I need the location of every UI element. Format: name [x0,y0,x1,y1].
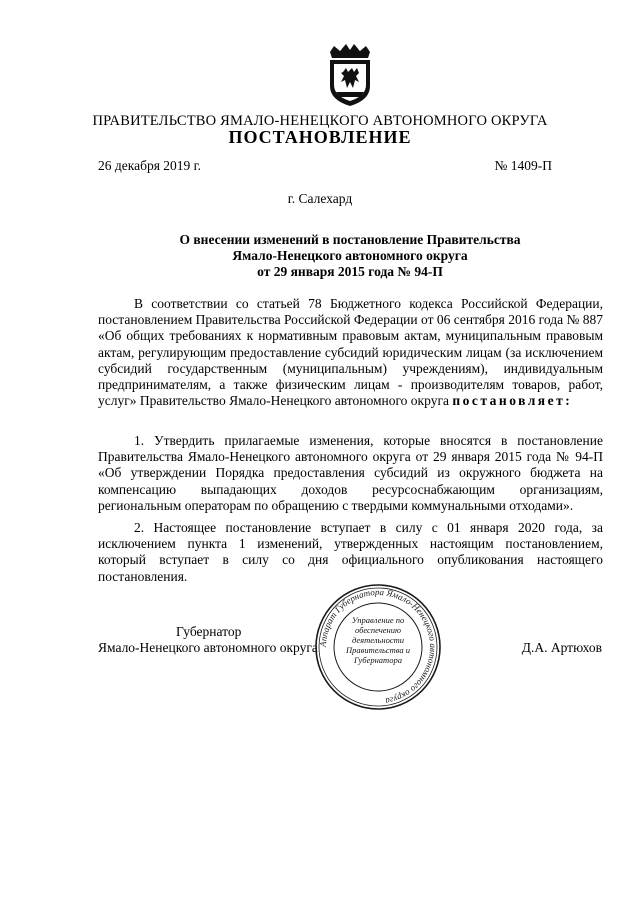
title-line-3: от 29 января 2015 года № 94-П [257,264,443,279]
signatory-title: Губернатор [176,624,242,639]
signatory-name: Д.А. Артюхов [521,640,602,655]
preamble-text: В соответствии со статьей 78 Бюджетного кодекса Российской Федерации, постановлением Правительства Российской Федерации от 06 сентября 2016 года № 887 «Об общих требованиях к нормативным правовым актам, муниципальным правовым актам, регулирующим предоставление субсидий юридическим лицам (за исключением субсидий государственным (муниципальным) учреждениям), индивидуальным предпринимателям, а также физическим лицам - производителям товаров, работ, услуг» Правительство Ямало-Ненецкого автономного округа [98,296,603,409]
seal-inner-text: Управление по обеспечению деятельности Правительства и Губернатора [345,615,411,665]
signatory-organization: Ямало-Ненецкого автономного округа [98,640,318,655]
document-title [120,232,580,280]
document-date: 26 декабря 2019 г. [98,158,202,173]
organization-name: ПРАВИТЕЛЬСТВО ЯМАЛО-НЕНЕЦКОГО АВТОНОМНОГО ОКРУГА [92,113,548,129]
document-city: г. Салехард [287,191,353,206]
document-type: ПОСТАНОВЛЕНИЕ [228,127,412,147]
title-line-1: О внесении изменений в постановление Правительства [179,232,521,247]
paragraph-item-1: 1. Утвердить прилагаемые изменения, которые вносятся в постановление Правительства Ямало-Ненецкого автономного округа от 29 января 2015 года № 94-П «Об утверждении Порядка предоставления субсидий из окружного бюджета на компенсацию выпадающих доходов ресурсоснабжающим организациям, региональным операторам по обращению с твердыми коммунальными отходами». [98,433,603,513]
seal-ring-text: Аппарат Губернатора Ямало-Ненецкого автономного округа [317,586,439,707]
decree-word: постановляет: [452,393,573,409]
document-number: № 1409-П [494,158,552,173]
coat-of-arms-icon [326,42,374,108]
paragraph-preamble [98,296,603,409]
paragraph-item-2: 2. Настоящее постановление вступает в силу с 01 января 2020 года, за исключением пункта 1 изменений, утвержденных настоящим постановлением, который вступает в силу со дня официального опубликования настоящего постановления. [98,520,603,584]
title-line-2: Ямало-Ненецкого автономного округа [232,248,468,263]
